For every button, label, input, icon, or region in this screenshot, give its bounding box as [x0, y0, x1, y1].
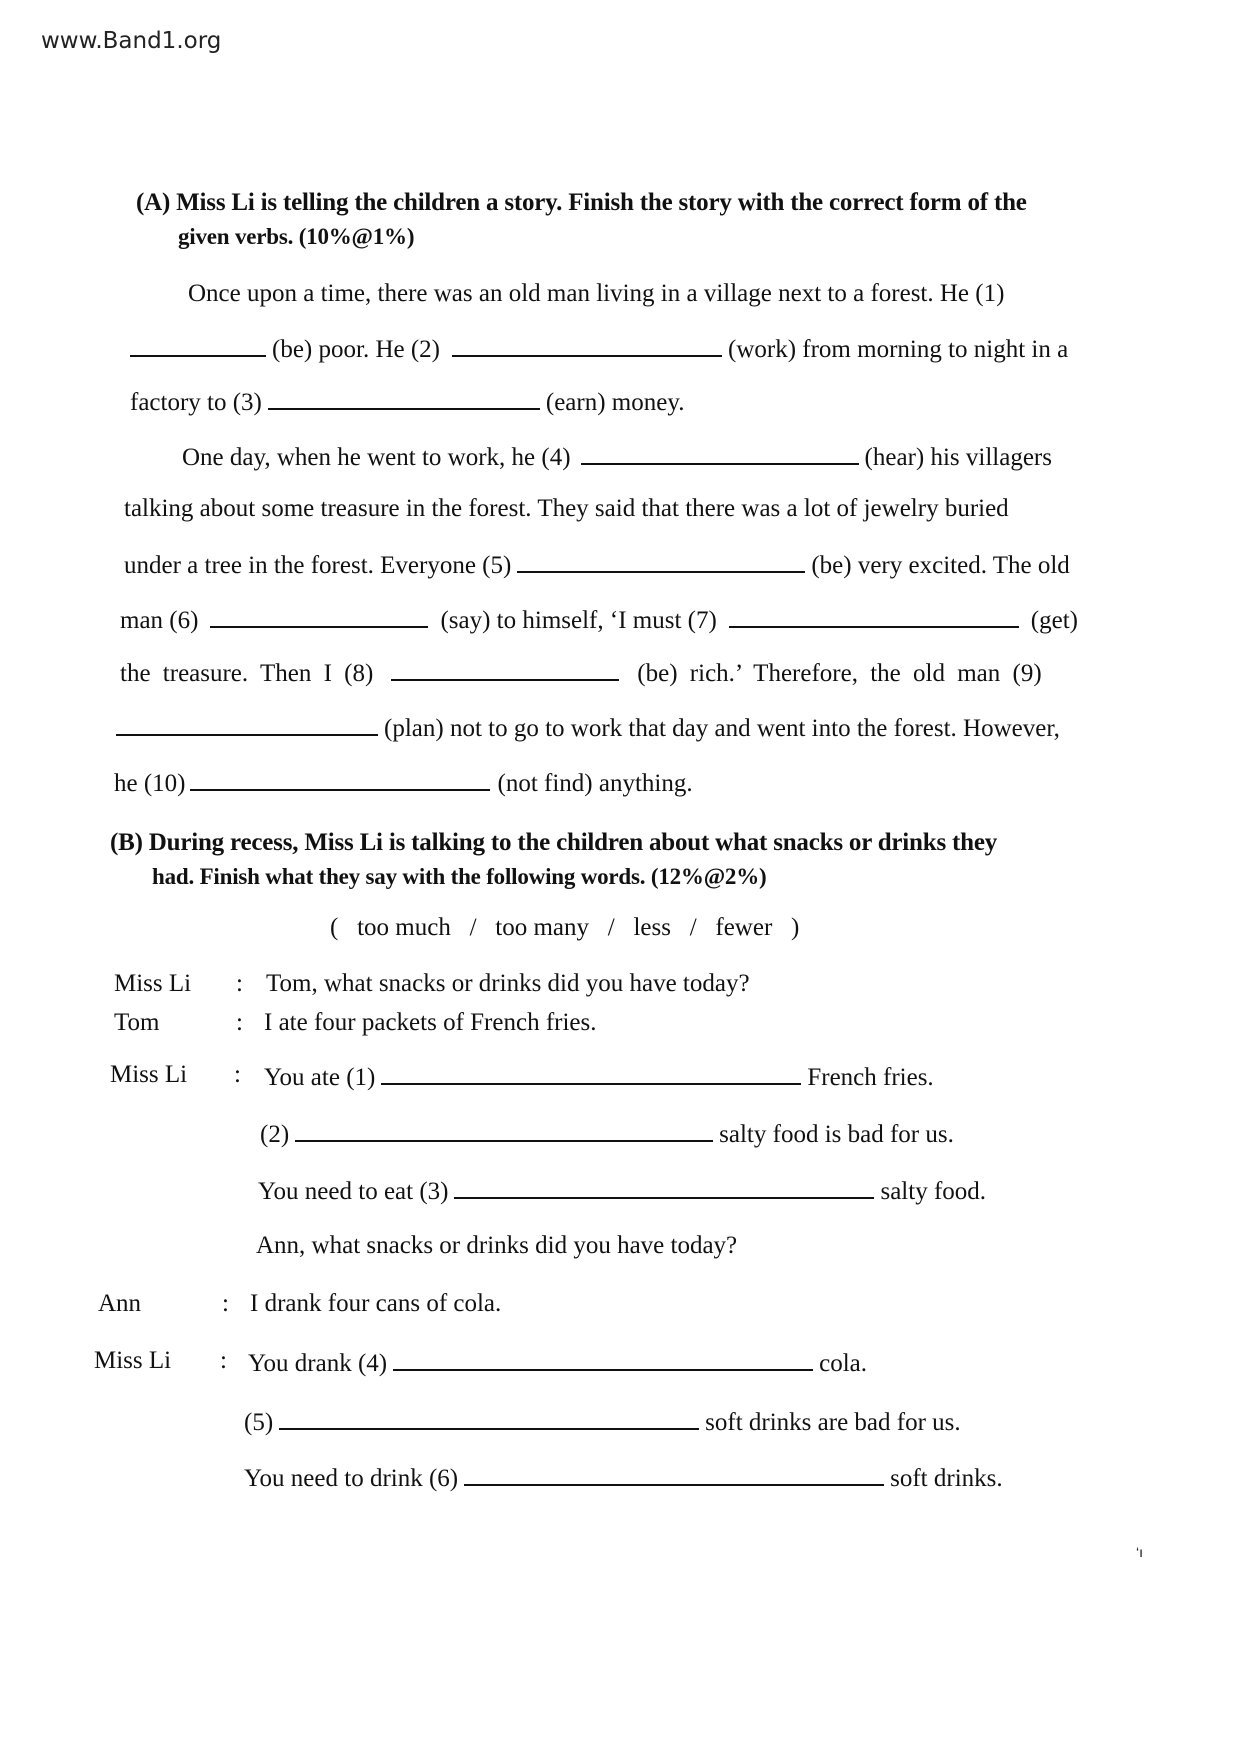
story-line-4 — [182, 441, 1052, 472]
story-line-3 — [130, 386, 684, 417]
dialogue-line-6: Ann, what snacks or drinks did you have today? — [256, 1232, 738, 1259]
story-line-7 — [120, 604, 1078, 635]
story-line-9 — [116, 712, 1060, 743]
story-text: (be) rich.’ Therefore, the old man (9) — [637, 660, 1042, 687]
blank-b5[interactable] — [279, 1406, 699, 1430]
section-a-heading-line1: (A) Miss Li is telling the children a story. Finish the story with the correct form of the — [136, 189, 1027, 216]
blank-a3[interactable] — [268, 386, 540, 410]
speaker-ann: Ann — [98, 1290, 142, 1317]
speaker-tom: Tom — [114, 1009, 160, 1036]
speaker-miss-li: Miss Li — [114, 970, 192, 997]
story-text: he (10) — [114, 770, 186, 797]
blank-b3[interactable] — [454, 1175, 874, 1199]
story-text: Once upon a time, there was an old man living in a village next to a forest. He (1) — [188, 280, 1005, 307]
watermark: www.Band1.org — [41, 28, 222, 54]
blank-b4[interactable] — [393, 1347, 813, 1371]
story-line-10 — [114, 767, 693, 798]
story-text: One day, when he went to work, he (4) — [182, 444, 571, 471]
dialogue-text: salty food. — [880, 1178, 987, 1205]
blank-a6[interactable] — [210, 604, 428, 628]
blank-a8[interactable] — [391, 657, 619, 681]
dialogue-text: salty food is bad for us. — [719, 1121, 954, 1148]
dialogue-line-1: Tom, what snacks or drinks did you have today? — [266, 970, 750, 997]
story-text: (work) from morning to night in a — [728, 336, 1069, 363]
blank-a5[interactable] — [517, 549, 805, 573]
speaker-miss-li: Miss Li — [110, 1061, 188, 1088]
blank-a2[interactable] — [452, 333, 722, 357]
story-text: the treasure. Then I (8) — [120, 660, 374, 687]
story-text: man (6) — [120, 607, 199, 634]
story-line-5 — [124, 495, 1009, 523]
colon: : — [236, 970, 243, 997]
dialogue-line-4 — [260, 1118, 954, 1149]
blank-b1[interactable] — [381, 1061, 801, 1085]
dialogue-text: French fries. — [807, 1064, 934, 1091]
story-text: (earn) money. — [545, 389, 685, 416]
blank-a4[interactable] — [581, 441, 859, 465]
story-line-2 — [130, 333, 1068, 364]
speaker-miss-li: Miss Li — [94, 1347, 172, 1374]
dialogue-text: soft drinks. — [890, 1465, 1003, 1492]
dialogue-line-10 — [244, 1462, 1003, 1493]
story-text: (not find) anything. — [497, 770, 693, 797]
blank-a7[interactable] — [729, 604, 1019, 628]
section-b-heading-line1: (B) During recess, Miss Li is talking to the children about what snacks or drinks they — [110, 829, 998, 856]
section-b-heading-line2: had. Finish what they say with the following words. (12%@2%) — [152, 864, 767, 889]
story-text: factory to (3) — [130, 389, 262, 416]
blank-a10[interactable] — [190, 767, 490, 791]
blank-b6[interactable] — [464, 1462, 884, 1486]
story-text: (get) — [1030, 607, 1078, 634]
story-line-8 — [120, 657, 1042, 688]
colon: : — [220, 1347, 227, 1374]
story-line-1 — [188, 280, 1004, 308]
blank-a9[interactable] — [116, 712, 378, 736]
story-text: talking about some treasure in the forest. They said that there was a lot of jewelry buried — [124, 495, 1009, 522]
dialogue-text: cola. — [819, 1350, 868, 1377]
story-text: under a tree in the forest. Everyone (5) — [124, 552, 512, 579]
section-a-heading-line2: given verbs. (10%@1%) — [178, 224, 415, 249]
dialogue-line-7: I drank four cans of cola. — [250, 1290, 502, 1317]
colon: : — [222, 1290, 229, 1317]
dialogue-line-8 — [248, 1347, 867, 1378]
dialogue-text: (5) — [244, 1409, 274, 1436]
colon: : — [236, 1009, 243, 1036]
colon: : — [234, 1061, 241, 1088]
story-line-6 — [124, 549, 1070, 580]
story-text: (be) poor. He (2) — [272, 336, 440, 363]
story-text: (be) very excited. The old — [811, 552, 1070, 579]
dialogue-line-5 — [258, 1175, 986, 1206]
blank-a1[interactable] — [130, 333, 266, 357]
dialogue-text: You ate (1) — [264, 1064, 376, 1091]
dialogue-text: You need to drink (6) — [244, 1465, 459, 1492]
story-text: (hear) his villagers — [864, 444, 1052, 471]
dialogue-text: (2) — [260, 1121, 290, 1148]
dialogue-text: You need to eat (3) — [258, 1178, 449, 1205]
dialogue-line-3 — [264, 1061, 934, 1092]
word-bank: ( too much / too many / less / fewer ) — [330, 914, 800, 941]
story-text: (say) to himself, ‘I must (7) — [440, 607, 717, 634]
blank-b2[interactable] — [295, 1118, 713, 1142]
dialogue-text: soft drinks are bad for us. — [705, 1409, 961, 1436]
dialogue-line-9 — [244, 1406, 961, 1437]
scan-mark: ‘ı — [1136, 1544, 1143, 1560]
story-text: (plan) not to go to work that day and went into the forest. However, — [384, 715, 1060, 742]
dialogue-text: You drank (4) — [248, 1350, 388, 1377]
dialogue-line-2: I ate four packets of French fries. — [264, 1009, 597, 1036]
